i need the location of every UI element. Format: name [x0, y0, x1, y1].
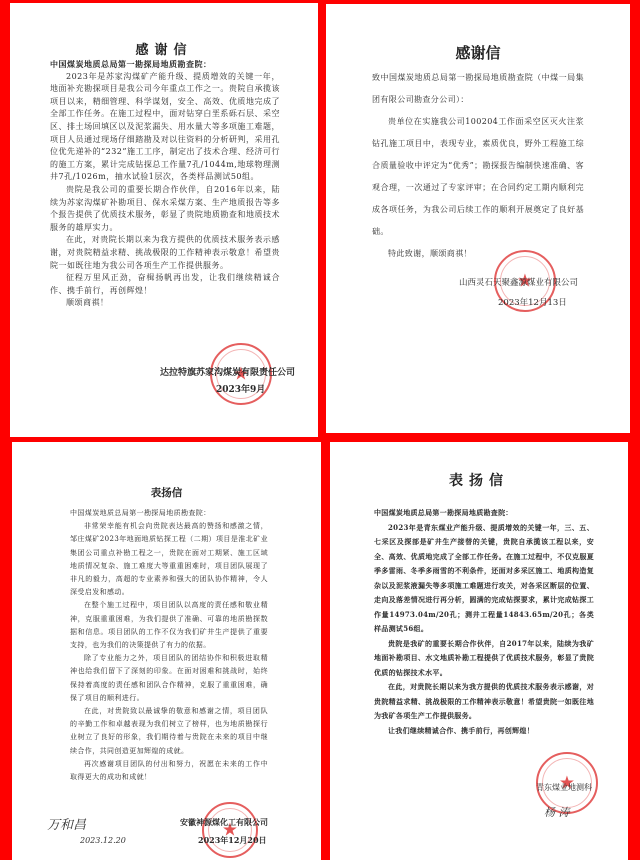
letter-paragraph: 贵单位在实施我公司100204工作面采空区灭火注浆钻孔施工项目中，表现专业，素质优良，野外工程施工综合质量验收中评定为“优秀”；勘探报告编制快速准确、客观合理，一次通过了专家评审；在合同约定工期内顺利完成各项任务，为我公司后续工作的顺利开展奠定了良好基础。 — [372, 117, 584, 236]
letter-thank-you-sujiagou — [10, 3, 318, 437]
letter-paragraph: 再次感谢项目团队的付出和努力，祝愿在未来的工作中取得更大的成功和成就！ — [70, 759, 268, 782]
letter-date: 2023年12月13日 — [498, 298, 567, 308]
letter-title: 表扬信 — [150, 487, 183, 499]
letter-commendation-shenyuan — [12, 442, 321, 860]
letter-paragraph: 征程万里风正劲，奋楫扬帆再出发，让我们继续精诚合作、携手前行，再创辉煌！ — [50, 273, 280, 295]
letter-thank-you-lingshi — [326, 4, 630, 433]
handwritten-signature: 杨 涛 — [544, 806, 570, 819]
letter-signatory: 达拉特旗苏家沟煤炭有限责任公司 — [160, 368, 296, 378]
letter-paragraph: 在整个施工过程中，项目团队以高度的责任感和敬业精神，克服重重困难，为我们提供了准确、可靠的地质勘探数据和信息。项目团队的工作不仅为我们矿井生产提供了重要支持，也为我们的决策提供了有力的依据。 — [70, 601, 268, 650]
letter-commendation-qingdong — [330, 442, 628, 860]
letter-paragraph: 除了专业能力之外，项目团队的团结协作和积极进取精神也给我们留下了深刻的印象。在面对困难和挑战时，始终保持着高度的责任感和团队合作精神，克服了重重困难，确保了项目的顺利进行。 — [70, 654, 268, 702]
letter-title: 感谢信 — [455, 44, 501, 62]
letter-salutation: 中国煤炭地质总局第一勘探局地质勘查院： — [70, 509, 211, 517]
handwritten-signature: 万和昌 — [47, 818, 87, 833]
letter-date: 2023年12月20日 — [198, 835, 267, 845]
letter-body — [50, 58, 280, 310]
letter-paragraph: 在此，对贵院长期以来为我方提供的优质技术服务表示感谢，对贵院精益求精、挑战极限的工作精神表示敬意！希望贵院一如既往地为我公司各项生产工作提供服务。 — [50, 235, 280, 270]
letter-paragraph: 顺颂商祺！ — [66, 298, 109, 308]
letter-paragraph: 让我们继续精诚合作、携手前行，再创辉煌！ — [388, 725, 534, 735]
letter-signatory: 青东煤业地测科 — [536, 783, 592, 792]
official-seal-stamp — [202, 802, 258, 858]
letter-paragraph: 非常荣幸能有机会向贵院表达最高的赞扬和感激之情，邹庄煤矿2023年地面地质钻探工程（二期）项目是淮北矿业集团公司重点补勘工程之一，贵院在面对工期紧、施工区域地质情况复杂、施工难度大等重重困难时，项目团队展现了非凡的毅力，高超的专业素养和强大的团队协作精神，令人深受启发和感动。 — [70, 522, 268, 597]
letter-title: 表扬信 — [449, 473, 509, 489]
letter-paragraph: 2023年是青东煤业产能升级、提质增效的关键一年，三、五、七采区及探部是矿井生产接替的关键，贵院自承揽该工程以来，安全、高效、优质地完成了全部工作任务。在施工过程中，不仅克服夏季多雷雨、冬季多雨雪的不利条件，还面对多采区施工、地质构造复杂以及泥浆液漏失等多项施工难题进行攻关，对各采区断层的位置、走向及落差情况进行再分析，圆满的完成钻探要求，累计完成钻探工作量14973.04m/20孔；测井工程量14843.65m/20孔；各类样品测试56组。 — [374, 522, 594, 633]
letter-body — [372, 67, 584, 265]
letter-paragraph: 2023年是苏家沟煤矿产能升级、提质增效的关键一年，地面补充勘探项目是我公司今年重点工作之一。贵院自承揽该项目以来，精细管理、科学谋划，安全、高效、优质地完成了全部工作任务。在施工过程中，面对钻穿白垩系砾石层、采空区、排土场回填区以及泥浆漏失、用水量大等多项施工难题，项目人员通过现场仔细踏勘及对以往资料的分析研判，采用孔位优先递补的“232”施工工序，制定出了技术合理、经济可行的施工方案，累计完成钻探总工作量7孔/1044m,地球物理测井7孔/1026m，抽水试验1层次，各类样品测试50组。 — [50, 71, 280, 182]
letter-date: 2023年9月 — [216, 385, 266, 395]
letter-paragraph: 贵院是我公司的重要长期合作伙伴，自2016年以来，陆续为苏家沟煤矿补勘项目、保水采煤方案、生产地质报告等多个报告提供了优质技术服务，彰显了贵院地质勘查和地质技术服务的雄厚实力。 — [50, 184, 280, 232]
letter-paragraph: 在此，对贵院长期以来为我方提供的优质技术服务表示感谢，对贵院精益求精、挑战极限的工作精神表示敬意！希望贵院一如既往地为我矿各项生产工作提供服务。 — [374, 682, 594, 720]
letter-body — [70, 507, 268, 784]
letter-paragraph: 在此，对贵院致以最诚挚的敬意和感谢之情，项目团队的辛勤工作和卓越表现为我们树立了榜样，也为地质勘探行业树立了良好的形象，我们期待着与贵院在未来的项目中继续合作，共同创造更加辉煌的成就。 — [70, 707, 268, 755]
letter-salutation: 中国煤炭地质总局第一勘探局地质勘查院： — [50, 59, 212, 69]
letter-signatory: 山西灵石天聚鑫源煤业有限公司 — [459, 278, 579, 288]
letter-signatory: 安徽神源煤化工有限公司 — [180, 817, 268, 827]
letter-salutation: 中国煤炭地质总局第一勘探局地质勘查院： — [374, 508, 513, 517]
letter-body — [374, 506, 594, 738]
handwritten-date: 2023.12.20 — [80, 836, 126, 845]
letter-paragraph: 特此致谢，顺颂商祺！ — [388, 249, 472, 258]
letter-title: 感谢信 — [135, 43, 193, 58]
letter-salutation: 致中国煤炭地质总局第一勘探局地质勘查院（中煤一局集团有限公司勘查分公司）： — [372, 73, 584, 104]
letter-paragraph: 贵院是我矿的重要长期合作伙伴，自2017年以来，陆续为我矿地面补勘项目、水文地质补勘工程提供了优质技术服务，彰显了贵院优质的钻探技术水平。 — [374, 638, 594, 677]
